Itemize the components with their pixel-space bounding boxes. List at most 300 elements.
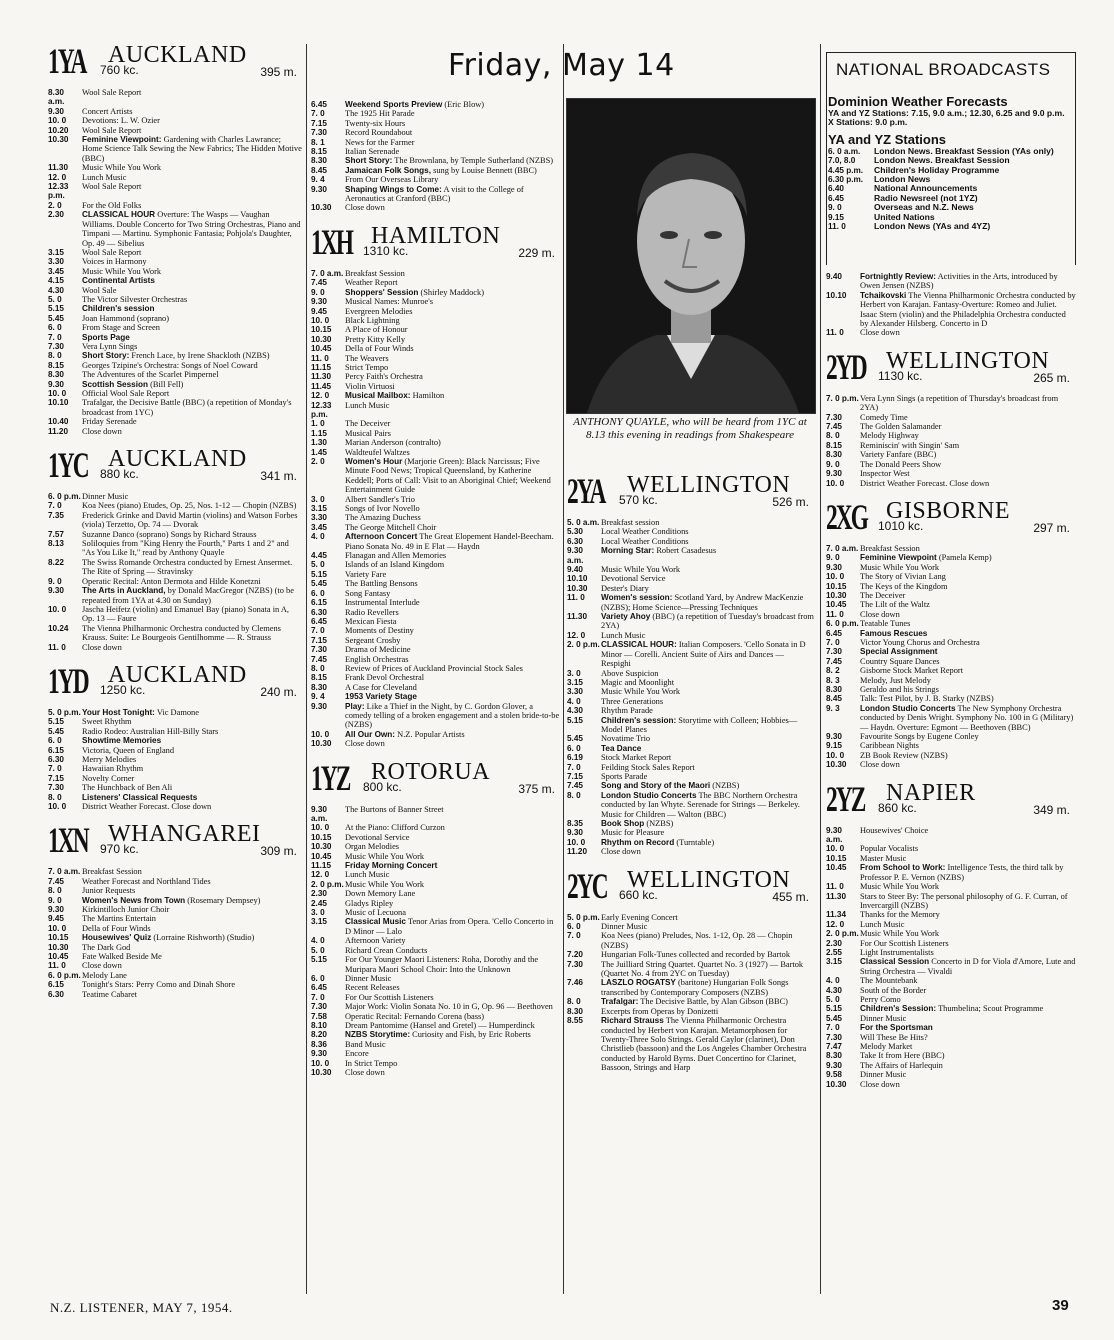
programme-time: 9.30 xyxy=(311,701,327,711)
programme-time: 6.15 xyxy=(311,598,327,608)
programme-description xyxy=(601,838,815,847)
programme-time: 7.45 xyxy=(48,876,64,886)
programme-time: 5.15 xyxy=(311,955,327,965)
programme-entry xyxy=(48,511,303,530)
programme-entry xyxy=(311,307,561,316)
programme-text: The Hunchback of Ben Ali xyxy=(82,783,173,793)
programme-entry xyxy=(48,971,303,980)
programme-text: Lunch Music xyxy=(345,870,390,880)
programme-text: Thumbelina; Scout Programme xyxy=(938,1004,1044,1014)
programme-title: Shoppers' Session xyxy=(345,287,419,297)
programme-text: Dinner Music xyxy=(345,973,392,983)
programme-description xyxy=(345,626,561,635)
programme-time: 6.45 xyxy=(311,616,327,626)
programme-entry xyxy=(48,248,303,257)
programme-entry xyxy=(567,716,815,735)
programme-description xyxy=(82,173,303,182)
programme-title: From School to Work: xyxy=(860,863,946,873)
programme-description xyxy=(860,394,1076,413)
programme-entry xyxy=(826,976,1076,985)
programme-text: Breakfast session xyxy=(601,518,660,527)
programme-entry xyxy=(567,763,815,772)
programme-entry xyxy=(826,272,1076,291)
programme-entry xyxy=(311,908,561,917)
programme-title: Classical Session xyxy=(860,957,930,967)
programme-title: Variety Ahoy xyxy=(601,612,651,622)
station-section xyxy=(48,821,303,999)
programme-text: (Bill Fell) xyxy=(150,379,184,389)
programme-description xyxy=(345,391,561,400)
programme-text: Concert Artists xyxy=(82,106,133,116)
programme-entry xyxy=(311,1059,561,1068)
programme-title: Morning Star: xyxy=(601,546,655,556)
programme-description xyxy=(345,730,561,739)
programme-description xyxy=(345,579,561,588)
programme-description xyxy=(860,328,1076,337)
station-header xyxy=(48,446,303,488)
programme-entry xyxy=(311,870,561,879)
programme-entry xyxy=(567,781,815,790)
programme-description xyxy=(345,664,561,673)
programme-text: District Weather Forecast. Close down xyxy=(82,802,212,811)
programme-time: 9. 0 xyxy=(826,459,840,469)
programme-time: 1.30 xyxy=(311,438,327,448)
programme-entry xyxy=(48,210,303,248)
programme-description xyxy=(345,354,561,363)
station-city: WELLINGTON xyxy=(886,347,1050,374)
programme-entry xyxy=(48,764,303,773)
programme-text: Music While You Work xyxy=(82,266,162,276)
programme-text: The Golden Salamander xyxy=(860,422,942,432)
station-frequency: 800 kc. xyxy=(363,779,402,794)
programme-entry xyxy=(567,565,815,574)
programme-entry xyxy=(567,518,815,527)
programme-text: Reminiscin' with Singin' Sam xyxy=(860,440,960,450)
programme-entry xyxy=(567,838,815,847)
programme-entry xyxy=(48,351,303,360)
programme-entry xyxy=(311,429,561,438)
programme-description xyxy=(82,877,303,886)
programme-time: 8.22 xyxy=(48,557,64,567)
station-frequency: 1010 kc. xyxy=(878,518,924,533)
programme-entry xyxy=(567,593,815,612)
station-city: AUCKLAND xyxy=(108,42,247,68)
programme-entry xyxy=(826,328,1076,337)
programme-text: For Our Younger Maori Listeners: Roha, Dorothy and the Muripara Maori School Choir: Into the Unknown xyxy=(345,955,539,974)
programme-title: Tea Dance xyxy=(601,743,642,753)
station-city: HAMILTON xyxy=(371,222,501,249)
programme-title: Richard Strauss xyxy=(601,1016,664,1026)
programme-entry xyxy=(311,589,561,598)
programme-time: 9.30 xyxy=(48,905,64,915)
programme-text: Record Roundabout xyxy=(345,128,413,138)
programme-text: Concerto in D for Viola d'Amore, Lute and String Orchestra — Vivaldi xyxy=(860,957,1076,976)
programme-time: 10.24 xyxy=(48,623,69,633)
programme-text: Close down xyxy=(345,739,385,749)
programme-entry xyxy=(311,316,561,325)
programme-entry xyxy=(567,687,815,696)
programme-time: 8.20 xyxy=(311,1030,327,1040)
programme-text: Talk: Test Pilot, by J. B. Starky (NZBS) xyxy=(860,694,994,704)
programme-entry xyxy=(311,655,561,664)
programme-time: 2. 0 p.m. xyxy=(826,929,859,939)
programme-description xyxy=(82,370,303,379)
station-header xyxy=(311,223,561,265)
programme-entry xyxy=(567,1016,815,1072)
programme-entry xyxy=(311,730,561,739)
programme-time: 7.45 xyxy=(311,654,327,664)
programme-text: Organ Melodies xyxy=(345,842,400,852)
programme-text: Devotions: L. W. Ozier xyxy=(82,116,160,126)
programme-description xyxy=(860,929,1076,938)
programme-description xyxy=(82,267,303,276)
programme-entry xyxy=(311,833,561,842)
programme-text: Official Wool Sale Report xyxy=(82,389,170,398)
programme-text: Musical Names: Munroe's xyxy=(345,297,434,307)
programme-text: (Rosemary Dempsey) xyxy=(187,895,261,905)
programme-description xyxy=(345,457,561,495)
programme-time: 8.30 xyxy=(826,1051,842,1061)
programme-text: Housewives' Choice xyxy=(860,825,929,835)
programme-entry xyxy=(826,704,1076,732)
programme-entry xyxy=(311,936,561,945)
programme-title: London Studio Concerts xyxy=(860,703,956,713)
programme-entry xyxy=(826,431,1076,440)
programme-entry xyxy=(48,182,303,201)
programme-text: Close down xyxy=(82,642,122,652)
programme-title: CLASSICAL HOUR: xyxy=(601,640,677,650)
programme-entry xyxy=(826,732,1076,741)
programme-text: Friday Serenade xyxy=(82,417,137,427)
programme-entry xyxy=(826,469,1076,478)
national-item-desc: National Announcements xyxy=(874,183,978,194)
programme-time: 9.30 xyxy=(826,562,842,572)
programme-description xyxy=(601,819,815,828)
programme-description xyxy=(345,297,561,306)
programme-entry xyxy=(48,539,303,558)
programme-time: 7. 0 xyxy=(826,637,840,647)
programme-text: The Deceiver xyxy=(860,590,906,600)
programme-time: 7.45 xyxy=(311,278,327,288)
programme-time: 5.15 xyxy=(567,715,583,725)
footer-publication: N.Z. LISTENER, MAY 7, 1954. xyxy=(50,1300,233,1315)
programme-time: 4.30 xyxy=(567,706,583,716)
programme-text: Take It from Here (BBC) xyxy=(860,1051,945,1061)
programme-description xyxy=(345,570,561,579)
programme-entry xyxy=(311,889,561,898)
station-header xyxy=(311,759,561,801)
programme-entry xyxy=(48,577,303,586)
programme-time: 7.46 xyxy=(567,978,583,988)
programme-text: Songs of Ivor Novello xyxy=(345,504,420,514)
programme-time: 8. 0 xyxy=(311,663,325,673)
programme-title: Sports Page xyxy=(82,332,130,342)
station-header xyxy=(567,472,815,514)
station-section xyxy=(567,867,815,1073)
programme-description xyxy=(601,518,815,527)
programme-time: 4.30 xyxy=(826,985,842,995)
programme-time: 9.30 xyxy=(48,379,64,389)
station-call-sign: 2YC xyxy=(567,865,607,906)
programme-time: 4. 0 xyxy=(311,936,325,946)
programme-entry xyxy=(826,638,1076,647)
programme-description xyxy=(82,774,303,783)
programme-description xyxy=(860,1051,1076,1060)
programme-description xyxy=(82,755,303,764)
programme-entry xyxy=(567,612,815,631)
programme-title: Song and Story of the Maori xyxy=(601,781,711,791)
national-item-desc: London News xyxy=(874,174,931,185)
programme-description xyxy=(82,323,303,332)
programme-description xyxy=(345,335,561,344)
programme-description xyxy=(860,826,1076,845)
programme-entry xyxy=(311,203,561,212)
programme-time: 12. 0 xyxy=(311,391,330,401)
programme-entry xyxy=(826,741,1076,750)
programme-description xyxy=(82,793,303,802)
station-section xyxy=(311,100,561,213)
national-item-time: 6.40 xyxy=(828,184,844,194)
programme-time: 9.30 xyxy=(826,1060,842,1070)
national-item-time: 9. 0 xyxy=(828,203,842,213)
programme-description xyxy=(860,582,1076,591)
programme-text: Breakfast Session xyxy=(82,867,142,877)
programme-time: 11. 0 xyxy=(826,328,844,338)
programme-text: Local Weather Conditions xyxy=(601,527,689,537)
programme-text: Thanks for the Memory xyxy=(860,910,940,920)
programme-description xyxy=(82,286,303,295)
programme-text: The Swiss Romande Orchestra conducted by Ernest Ansermet. The Rite of Spring — Stravinsky xyxy=(82,557,293,577)
programme-description xyxy=(860,863,1076,882)
programme-description xyxy=(860,844,1076,853)
programme-entry xyxy=(48,88,303,107)
station-section xyxy=(826,272,1076,338)
programme-entry xyxy=(48,905,303,914)
programme-text: From Our Overseas Library xyxy=(345,175,439,185)
programme-entry xyxy=(48,867,303,876)
programme-text: The Vienna Philharmonic Orchestra conducted by Herbert von Karajan. Fantasy-Overture: Romeo and Juliet. Isaac Stern (violin) and the Philadelphia Orchestra conducted by Alexander Hilsberg. Concerto in D xyxy=(860,290,1076,329)
programme-time: 5. 0 xyxy=(311,560,325,570)
programme-description xyxy=(601,791,815,819)
programme-text: Breakfast Session xyxy=(860,543,920,553)
station-section xyxy=(311,759,561,1078)
programme-entry xyxy=(826,751,1076,760)
programme-description xyxy=(860,1061,1076,1070)
programme-entry xyxy=(311,344,561,353)
programme-entry xyxy=(567,1007,815,1016)
national-item-time: 6.30 p.m. xyxy=(828,175,864,185)
programme-time: 7. 0 a.m. xyxy=(826,543,859,553)
programme-description xyxy=(601,960,815,979)
programme-text: Moments of Destiny xyxy=(345,626,414,636)
programme-text: South of the Border xyxy=(860,985,927,995)
programme-text: Afternoon Variety xyxy=(345,936,406,946)
programme-text: Intelligence Tests, the third talk by Professor P. E. Vernon (NZBS) xyxy=(860,863,1064,882)
programme-text: The Vienna Philharmonic Orchestra conducted by Herbert von Karajan. Metamorphosen for Twenty-Three Solo Strings. Gerald Caylor (clarinet), Don Christlieb (bassoon) and the Los Angeles Chamber Orchestra conducted by Harold Byrns. Duet Concertino for Clarinet, Bassoon, Strings and Harp xyxy=(601,1016,807,1073)
programme-entry xyxy=(311,1068,561,1077)
station-call-sign: 1XH xyxy=(311,221,352,262)
programme-entry xyxy=(311,438,561,447)
programme-time: 6.45 xyxy=(311,983,327,993)
programme-description xyxy=(82,314,303,323)
programme-title: Afternoon Concert xyxy=(345,532,418,542)
programme-description xyxy=(345,833,561,842)
programme-text: Percy Faith's Orchestra xyxy=(345,372,423,382)
programme-text: Close down xyxy=(82,426,122,436)
programme-text: Devotional Service xyxy=(601,574,666,584)
programme-description xyxy=(345,673,561,682)
station-header xyxy=(826,498,1076,540)
station-city: AUCKLAND xyxy=(108,446,247,473)
programme-description xyxy=(860,441,1076,450)
programme-time: 3.15 xyxy=(48,247,64,257)
programme-time: 9.30 xyxy=(48,586,64,596)
programme-entry xyxy=(311,636,561,645)
programme-time: 11. 0 xyxy=(567,593,585,603)
programme-description xyxy=(860,591,1076,600)
programme-entry xyxy=(826,629,1076,638)
programme-entry xyxy=(311,495,561,504)
programme-entry xyxy=(826,760,1076,769)
programme-entry xyxy=(826,460,1076,469)
programme-time: 3.30 xyxy=(311,513,327,523)
programme-description xyxy=(860,1042,1076,1051)
national-item xyxy=(828,203,1072,212)
programme-entry xyxy=(48,793,303,802)
programme-time: 10.10 xyxy=(48,398,69,408)
programme-text: Music of Lecuona xyxy=(345,908,406,918)
programme-time: 9. 4 xyxy=(311,175,325,185)
programme-text: ZB Book Review (NZBS) xyxy=(860,750,948,760)
national-broadcasts-content xyxy=(828,90,1072,231)
programme-description xyxy=(82,530,303,539)
programme-description xyxy=(345,908,561,917)
schedule-column-2 xyxy=(311,100,561,1340)
programme-time: 10. 0 xyxy=(311,1058,330,1068)
programme-time: 10.30 xyxy=(311,203,332,213)
programme-entry xyxy=(311,138,561,147)
station-section xyxy=(48,42,303,436)
programme-entry xyxy=(48,774,303,783)
programme-text: Mexican Fiesta xyxy=(345,616,397,626)
programme-description xyxy=(345,372,561,381)
programme-text: Merry Melodies xyxy=(82,754,137,764)
programme-time: 2.30 xyxy=(48,210,64,220)
national-item-desc: Overseas and N.Z. News xyxy=(874,202,974,213)
programme-title: Housewives' Quiz xyxy=(82,933,152,943)
programme-time: 6. 0 xyxy=(311,588,325,598)
programme-description xyxy=(345,889,561,898)
programme-description xyxy=(860,610,1076,619)
programme-description xyxy=(601,574,815,583)
programme-text: (Marjorie Green): Black Narcissus; Five Minute Food News; Tropical Queensland, by Katherine Keddell; Ports of Call: Visit to an Aboriginal Chief; Weekend Entertainment Guide xyxy=(345,457,551,495)
programme-title: LASZLO ROGATSY xyxy=(601,978,676,988)
programme-time: 2.30 xyxy=(311,889,327,899)
programme-text: A Place of Honour xyxy=(345,325,408,335)
programme-description xyxy=(345,307,561,316)
programme-time: 4.30 xyxy=(48,285,64,295)
programme-entry xyxy=(826,610,1076,619)
programme-text: Italian Serenade xyxy=(345,147,400,157)
programme-description xyxy=(345,598,561,607)
programme-entry xyxy=(311,702,561,730)
programme-description xyxy=(82,88,303,107)
programme-time: 6.30 xyxy=(311,607,327,617)
programme-entry xyxy=(311,917,561,936)
programme-description xyxy=(860,638,1076,647)
programme-description xyxy=(601,1007,815,1016)
programme-entry xyxy=(826,1051,1076,1060)
programme-entry xyxy=(311,166,561,175)
programme-description xyxy=(345,739,561,748)
programme-description xyxy=(601,978,815,997)
programme-description xyxy=(345,438,561,447)
programme-entry xyxy=(567,978,815,997)
programme-text: (NZBS) xyxy=(712,781,740,791)
programme-entry xyxy=(826,929,1076,938)
programme-description xyxy=(345,325,561,334)
programme-time: 5. 0 xyxy=(826,994,840,1004)
programme-entry xyxy=(48,267,303,276)
programme-entry xyxy=(311,946,561,955)
programme-description xyxy=(82,886,303,895)
programme-title: London Studio Concerts xyxy=(601,790,697,800)
programme-title: The Arts in Auckland, xyxy=(82,586,166,596)
programme-entry xyxy=(311,579,561,588)
schedule-column-3 xyxy=(567,470,815,1290)
programme-time: 6.30 xyxy=(48,754,64,764)
programme-text: For Our Scottish Listeners xyxy=(345,992,434,1002)
programme-entry xyxy=(567,960,815,979)
column-rule xyxy=(820,44,821,1294)
station-section xyxy=(48,446,303,652)
programme-text: Joan Hammond (soprano) xyxy=(82,313,169,323)
programme-description xyxy=(345,608,561,617)
programme-entry xyxy=(48,990,303,999)
programme-text: Inspector West xyxy=(860,469,910,479)
station-city: ROTORUA xyxy=(371,758,491,785)
programme-title: Jamaican Folk Songs, xyxy=(345,165,431,175)
programme-description xyxy=(82,605,303,624)
programme-text: Above Suspicion xyxy=(601,668,659,678)
programme-description xyxy=(860,694,1076,703)
programme-title: Weekend Sports Preview xyxy=(345,100,443,109)
programme-time: 2.45 xyxy=(311,898,327,908)
programme-text: Lunch Music xyxy=(82,172,127,182)
programme-description xyxy=(601,781,815,790)
schedule-column-1 xyxy=(48,40,303,1280)
programme-time: 9.30 a.m. xyxy=(311,804,328,823)
programme-entry xyxy=(826,882,1076,891)
programme-description xyxy=(601,527,815,536)
programme-description xyxy=(860,272,1076,291)
programme-description xyxy=(345,1068,561,1077)
programme-time: 7.30 xyxy=(311,128,327,138)
national-item-time: 6.45 xyxy=(828,193,844,203)
programme-time: 9. 0 xyxy=(311,287,325,297)
programme-entry xyxy=(311,739,561,748)
programme-time: 10.30 xyxy=(311,739,332,749)
programme-time: 9.15 xyxy=(826,741,842,751)
programme-entry xyxy=(826,986,1076,995)
programme-entry xyxy=(826,920,1076,929)
programme-time: 10.15 xyxy=(48,933,69,943)
programme-time: 12. 0 xyxy=(311,870,330,880)
programme-description xyxy=(860,976,1076,985)
programme-description xyxy=(860,431,1076,440)
programme-description xyxy=(601,922,815,931)
programme-entry xyxy=(48,295,303,304)
